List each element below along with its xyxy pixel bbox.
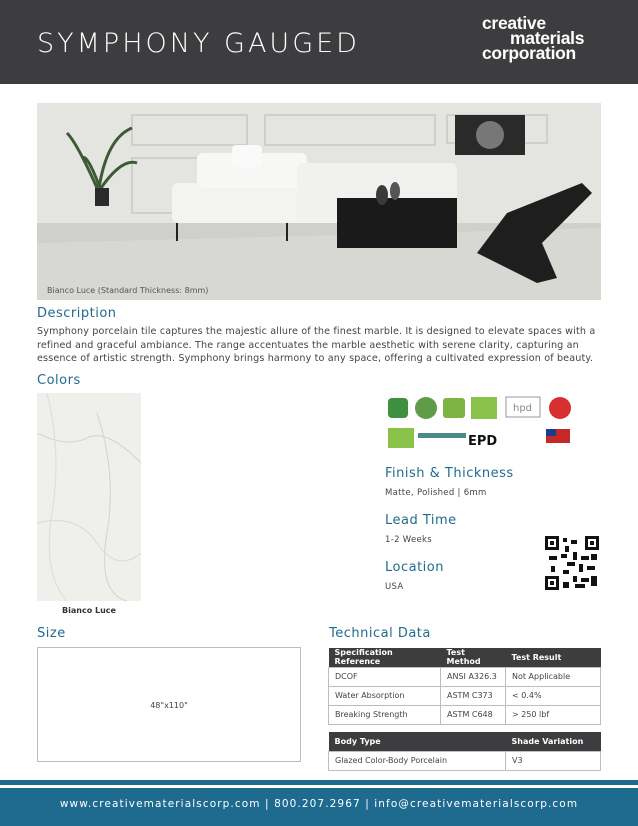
epd-bar-icon (418, 433, 466, 438)
table-cell: DCOF (329, 667, 441, 686)
svg-text:EPD: EPD (468, 434, 498, 449)
table-cell: Glazed Color-Body Porcelain (329, 751, 506, 770)
company-logo (482, 13, 585, 63)
table-cell: ASTM C648 (441, 705, 506, 724)
column-header: Test Result (506, 648, 601, 667)
description-heading: Description (37, 306, 117, 321)
leed-icon (388, 398, 408, 418)
column-header: Test Method (441, 648, 506, 667)
mindful-materials-icon (388, 428, 414, 448)
table-row (329, 667, 601, 686)
table-cell: ASTM C373 (441, 686, 506, 705)
logo-line-2: materials (510, 28, 585, 48)
table-row (329, 686, 601, 705)
red-list-icon (549, 397, 571, 419)
logo-line-3: corporation (482, 43, 576, 63)
footer-contact[interactable]: www.creativematerialscorp.com | 800.207.2967 | info@creativematerialscorp.com (59, 798, 579, 810)
greenguard-icon (443, 398, 465, 418)
table-cell: V3 (506, 751, 601, 770)
recycle-icon (415, 397, 437, 419)
table-cell: < 0.4% (506, 686, 601, 705)
location-value: USA (385, 582, 404, 592)
table-header-row (329, 648, 601, 667)
size-heading: Size (37, 626, 66, 641)
lead-time-value: 1-2 Weeks (385, 535, 433, 545)
column-header: Shade Variation (506, 732, 601, 751)
footer-stripe (0, 780, 638, 785)
table-cell: ANSI A326.3 (441, 667, 506, 686)
table-row (329, 705, 601, 724)
page-footer (0, 788, 638, 826)
technical-data-table (328, 648, 601, 725)
logo-line-1: creative (482, 13, 546, 33)
body-type-table (328, 732, 601, 771)
room-scene-illustration (37, 103, 601, 300)
g2-icon (471, 397, 497, 419)
table-cell: > 250 lbf (506, 705, 601, 724)
finish-value: Matte, Polished | 6mm (385, 488, 487, 498)
location-heading: Location (385, 560, 444, 575)
hero-image (37, 103, 601, 300)
page-header (0, 0, 638, 84)
technical-heading: Technical Data (329, 626, 431, 641)
colors-heading: Colors (37, 373, 81, 388)
column-header: Body Type (329, 732, 506, 751)
size-box (37, 647, 301, 762)
marble-texture (37, 393, 141, 601)
table-row (329, 751, 601, 770)
size-value: 48"x110" (150, 701, 188, 710)
badge-graphics (388, 395, 578, 457)
table-header-row (329, 732, 601, 751)
column-header: Specification Reference (329, 648, 441, 667)
product-title: SYMPHONY GAUGED (37, 28, 360, 59)
color-swatch-bianco-luce[interactable] (37, 393, 141, 601)
certification-badges (388, 395, 578, 455)
description-text: Symphony porcelain tile captures the majestic allure of the finest marble. It is designed to elevate spaces with a refined and graceful ambiance. The range accentuates the marble aesthetic with serene clarity, capturing an essence of artistic strength. Symphony brings harmony to any space, offering a cultivated expression of beauty. (37, 326, 596, 365)
swatch-label: Bianco Luce (62, 606, 116, 615)
qr-code-icon[interactable] (545, 536, 599, 590)
svg-text:hpd: hpd (513, 403, 533, 414)
hero-caption: Bianco Luce (Standard Thickness: 8mm) (47, 286, 209, 295)
table-cell: Breaking Strength (329, 705, 441, 724)
table-cell: Water Absorption (329, 686, 441, 705)
lead-time-heading: Lead Time (385, 513, 457, 528)
finish-heading: Finish & Thickness (385, 466, 514, 481)
table-cell: Not Applicable (506, 667, 601, 686)
